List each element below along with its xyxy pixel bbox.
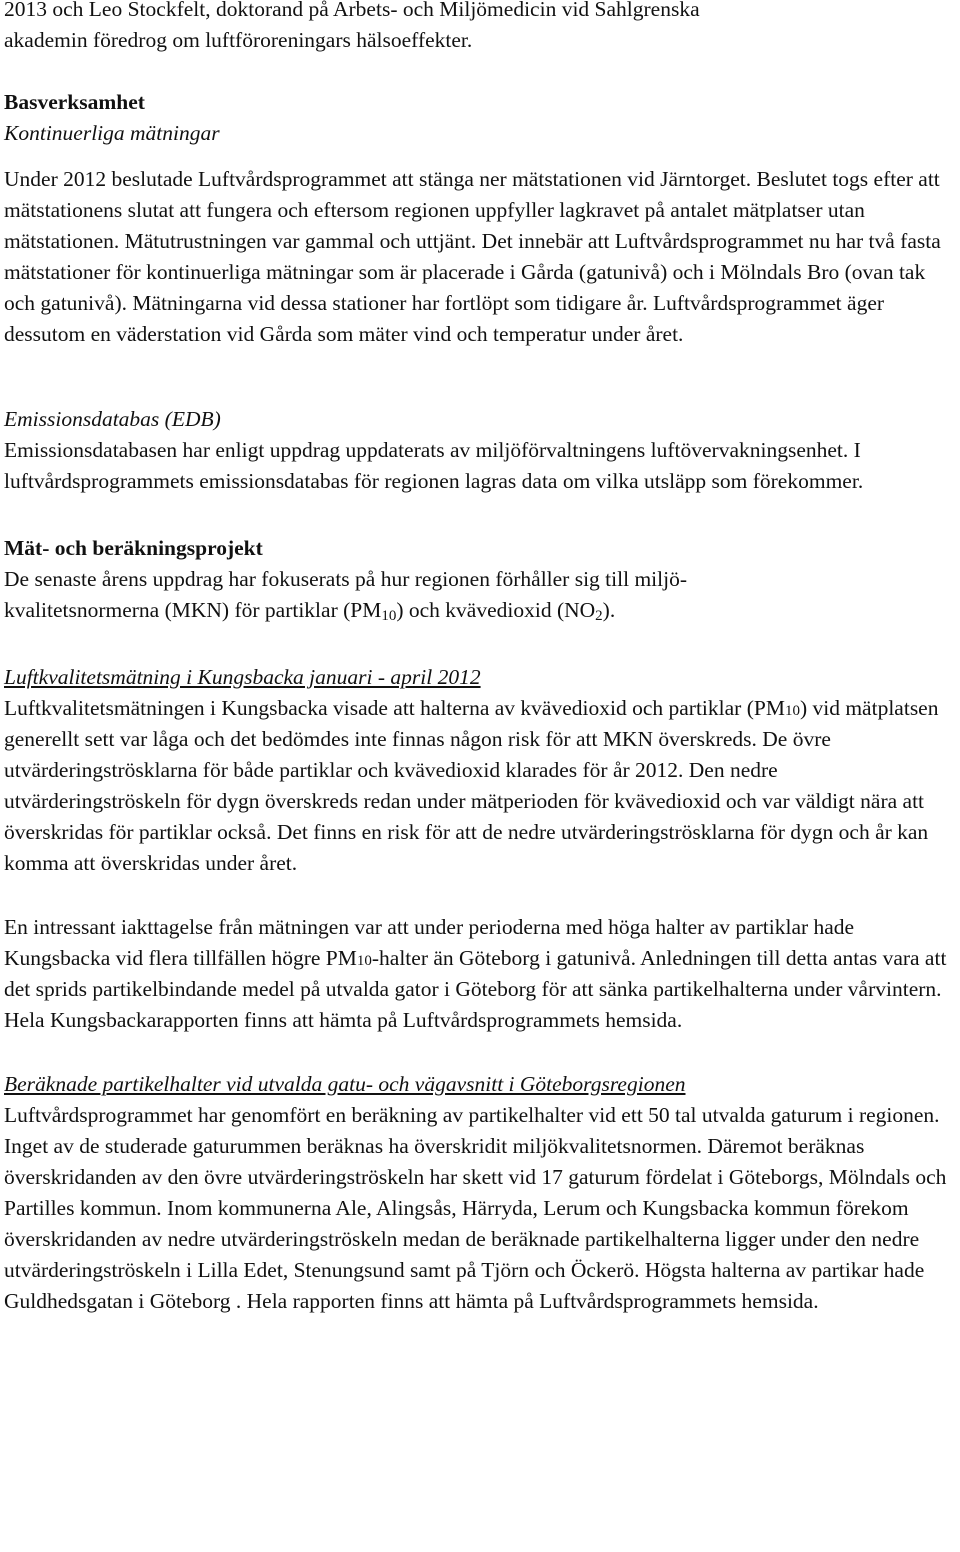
spacer: [4, 1036, 954, 1069]
kungsbacka-p2-a: En intressant iakttagelse från mätningen var att under perioderna med höga halter av partiklar hade Kungsbacka vid flera tillfällen högre PM: [4, 915, 855, 970]
spacer: [4, 879, 954, 912]
intro-line-1: 2013 och Leo Stockfelt, doktorand på Arbets- och Miljömedicin vid Sahlgrenska: [4, 0, 700, 21]
basverksamhet-section: [4, 87, 954, 350]
kungsbacka-paragraph-2: [4, 912, 954, 1036]
projekt-line-2-c: ).: [602, 598, 616, 622]
spacer: [4, 626, 954, 662]
edb-section: [4, 404, 954, 497]
kungsbacka-p1-a: Luftkvalitetsmätningen i Kungsbacka visade att halterna av kvävedioxid och partiklar (PM: [4, 696, 785, 720]
spacer: [4, 149, 954, 164]
pm10-subscript: 10: [381, 608, 397, 624]
partikel-body: Luftvårdsprogrammet har genomfört en beräkning av partikelhalter vid ett 50 tal utvalda gaturum i regionen. Inget av de studerade gaturummen beräknas ha överskridit miljökvalitetsnormen. Däremot beräknas överskridanden av den övre utvärderingströskeln har skett vid 17 gaturum fördelat i Göteborgs, Mölndals och Partilles kommun. Inom kommunerna Ale, Alingsås, Härryda, Lerum och Kungsbacka kommun förekom överskridanden av nedre utvärderingströskeln medan de beräknade partikelhalterna ligger under den nedre utvärderingströskeln i Lilla Edet, Stenungsund samt på Tjörn och Öckerö. Högsta halterna av partikar hade Guldhedsgatan i Göteborg . Hela rapporten finns att hämta på Luftvårdsprogrammets hemsida.: [4, 1103, 947, 1313]
intro-section: [4, 0, 954, 56]
projekt-line-2: [4, 595, 954, 626]
projekt-line-1: De senaste årens uppdrag har fokuserats på hur regionen förhåller sig till miljö-: [4, 567, 688, 591]
partikel-section: [4, 1069, 954, 1317]
kungsbacka-heading: Luftkvalitetsmätning i Kungsbacka januari - april 2012: [4, 665, 481, 689]
kungsbacka-paragraph-1: [4, 693, 954, 879]
pm10-subscript: 10: [784, 703, 800, 719]
spacer: [4, 497, 954, 533]
partikel-heading: Beräknade partikelhalter vid utvalda gatu- och vägavsnitt i Göteborgsregionen: [4, 1072, 686, 1096]
pm10-subscript: 10: [356, 953, 372, 969]
projekt-line-2-b: ) och kvävedioxid (NO: [396, 598, 596, 622]
kungsbacka-section: [4, 662, 954, 1036]
edb-body: Emissionsdatabasen har enligt uppdrag uppdaterats av miljöförvaltningens luftövervakningsenhet. I luftvårdsprogrammets emissionsdatabas för regionen lagras data om vilka utsläpp som förekommer.: [4, 438, 864, 493]
spacer: [4, 56, 954, 87]
basverksamhet-body: Under 2012 beslutade Luftvårdsprogrammet att stänga ner mätstationen vid Järntorget. Beslutet togs efter att mätstationens slutat att fungera och eftersom regionen uppfyller lagkravet på antalet mätplatser utan mätstationen. Mätutrustningen var gammal och uttjänt. Det innebär att Luftvårdsprogrammet nu har två fasta mätstationer för kontinuerliga mätningar som är placerade i Gårda (gatunivå) och i Mölndals Bro (ovan tak och gatunivå). Mätningarna vid dessa stationer har fortlöpt som tidigare år. Luftvårdsprogrammet äger dessutom en väderstation vid Gårda som mäter vind och temperatur under året.: [4, 167, 941, 346]
intro-line-2: akademin föredrog om luftföroreningars hälsoeffekter.: [4, 28, 473, 52]
no2-subscript: 2: [595, 608, 603, 624]
projekt-section: [4, 533, 954, 626]
kungsbacka-p1-b: ) vid mätplatsen generellt sett var låga och det bedömdes inte finnas någon risk för att MKN överskreds. De övre utvärderingströsklarna för både partiklar och kvävedioxid klarades för år 2012. Den nedre utvärderingströskeln för dygn överskreds redan under mätperioden för kvävedioxid och var väldigt nära att överskridas för partiklar också. Det finns en risk för att de nedre utvärderingströsklarna för dygn och år kan komma att överskridas under året.: [4, 696, 939, 875]
projekt-line-2-a: kvalitetsnormerna (MKN) för partiklar (PM: [4, 598, 382, 622]
edb-heading: Emissionsdatabas (EDB): [4, 407, 221, 431]
kontinuerliga-matningar-heading: Kontinuerliga mätningar: [4, 121, 220, 145]
projekt-heading: Mät- och beräkningsprojekt: [4, 536, 263, 560]
basverksamhet-heading: Basverksamhet: [4, 90, 145, 114]
spacer: [4, 350, 954, 404]
kungsbacka-p2-b: -halter än Göteborg i gatunivå. Anledningen till detta antas vara att det sprids partikelbindande medel på utvalda gator i Göteborg för att sänka partikelhalterna under vårvintern. Hela Kungsbackarapporten finns att hämta på Luftvårdsprogrammets hemsida.: [4, 946, 947, 1032]
